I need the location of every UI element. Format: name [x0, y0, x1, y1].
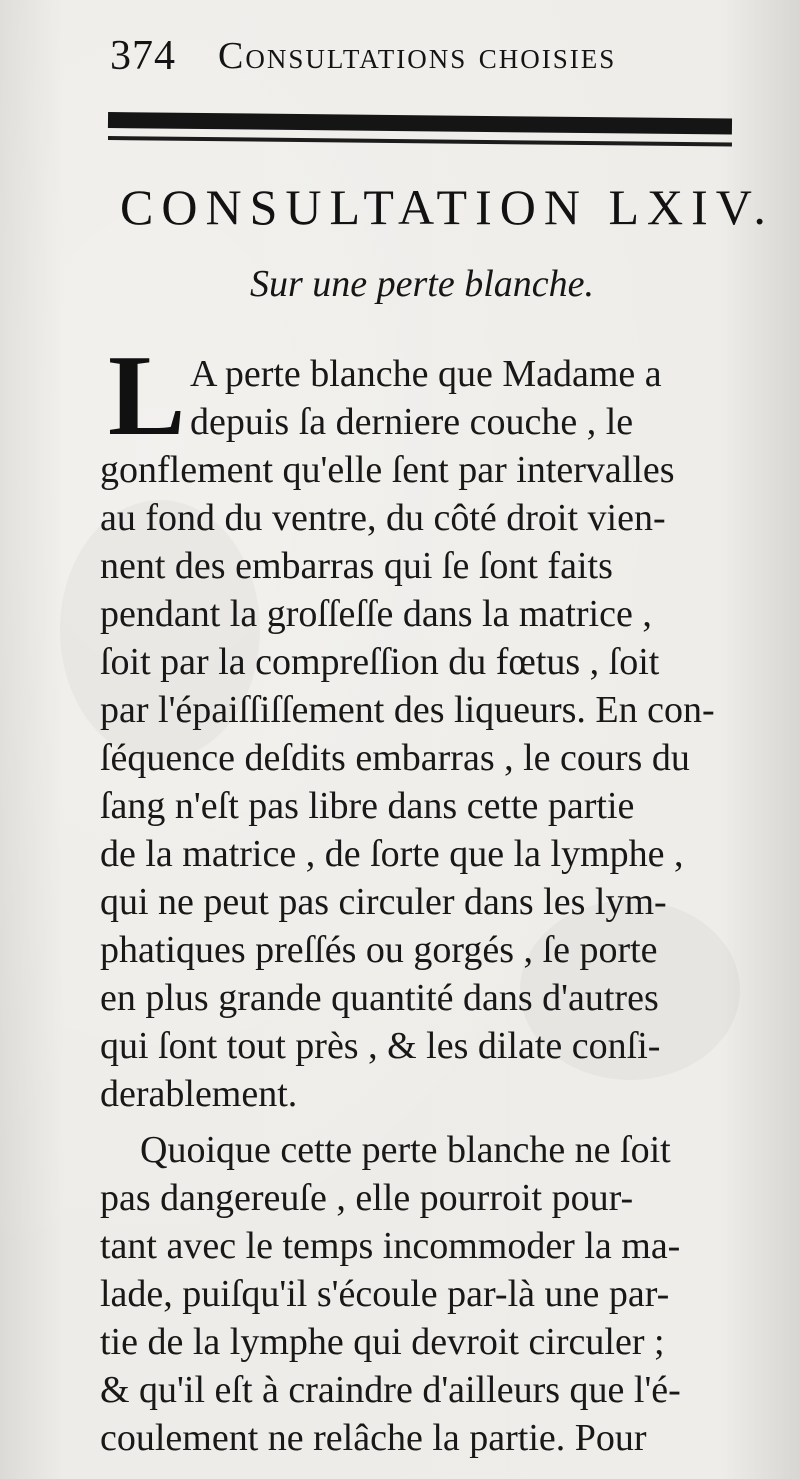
- text-line: tie de la lymphe qui devroit circuler ;: [100, 1321, 665, 1363]
- header-rule-thin: [108, 136, 732, 147]
- drop-cap: L: [108, 332, 186, 460]
- text-line: qui ſont tout près , & les dilate conſi-: [100, 1025, 661, 1067]
- consultation-heading: CONSULTATION LXIV.: [120, 179, 774, 235]
- page-number: 374: [110, 33, 176, 79]
- header-rule: [108, 112, 732, 152]
- consultation-subheading: Sur une perte blanche.: [250, 263, 595, 305]
- text-line: tant avec le temps incommoder la ma-: [100, 1225, 681, 1267]
- text-line: depuis ſa derniere couche , le: [190, 401, 634, 443]
- text-line: gonflement qu'elle ſent par intervalles: [100, 449, 675, 491]
- running-title: Consultations choisies: [218, 35, 617, 77]
- text-line: par l'épaiſſiſſement des liqueurs. En con-: [100, 689, 715, 731]
- text-line: ſéquence deſdits embarras , le cours du: [100, 737, 690, 779]
- text-line: nent des embarras qui ſe ſont faits: [100, 545, 613, 587]
- running-head: [110, 28, 730, 88]
- text-line: ſoit par la compreſſion du fœtus , ſoit: [100, 641, 660, 683]
- text-line: phatiques preſſés ou gorgés , ſe porte: [100, 929, 658, 971]
- text-line: ſang n'eſt pas libre dans cette partie: [100, 785, 635, 827]
- text-line: pendant la groſſeſſe dans la matrice ,: [100, 593, 652, 635]
- text-line: de la matrice , de ſorte que la lymphe ,: [100, 833, 684, 875]
- header-rule-thick: [108, 112, 732, 135]
- text-line: & qu'il eſt à craindre d'ailleurs que l'é-: [100, 1369, 681, 1411]
- text-line: derablement.: [100, 1073, 298, 1115]
- text-line: qui ne peut pas circuler dans les lym-: [100, 881, 667, 923]
- text-line: en plus grande quantité dans d'autres: [100, 977, 659, 1019]
- text-line: au fond du ventre, du côté droit vien-: [100, 497, 666, 539]
- text-line: A perte blanche que Madame a: [190, 353, 662, 395]
- text-line: lade, puiſqu'il s'écoule par-là une par-: [100, 1273, 670, 1315]
- text-line: pas dangereuſe , elle pourroit pour-: [100, 1177, 634, 1219]
- text-line: Quoique cette perte blanche ne ſoit: [140, 1129, 671, 1171]
- text-line: coulement ne relâche la partie. Pour: [100, 1417, 647, 1459]
